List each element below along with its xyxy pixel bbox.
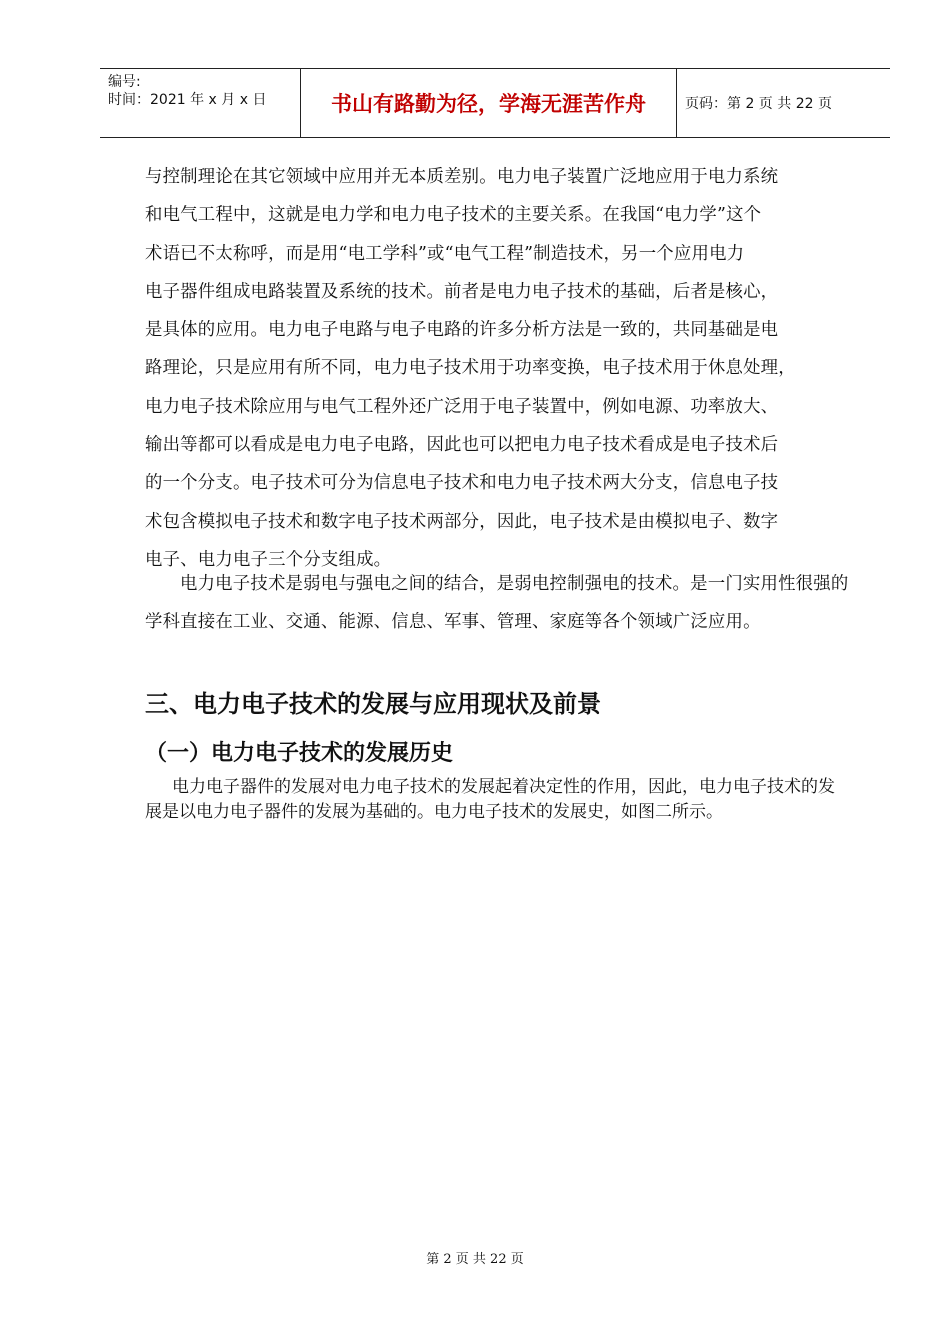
paragraph-line: 和电气工程中，这就是电力学和电力电子技术的主要关系。在我国“电力学”这个 [145,205,762,226]
paragraph-line: 路理论，只是应用有所不同，电力电子技术用于功率变换，电子技术用于休息处理， [145,358,796,379]
page-header [100,68,890,138]
page-footer: 第 2 页 共 22 页 [426,1252,524,1267]
paragraph-line: 电力电子技术除应用与电气工程外还广泛用于电子装置中，例如电源、功率放大、 [145,396,779,417]
paragraph-line: 电子器件组成电路装置及系统的技术。前者是电力电子技术的基础，后者是核心， [145,281,779,302]
subsection-heading: （一）电力电子技术的发展历史 [145,741,454,766]
paragraph-line: 术包含模拟电子技术和数字电子技术两部分，因此，电子技术是由模拟电子、数字 [145,511,779,532]
paragraph-line: 是具体的应用。电力电子电路与电子电路的许多分析方法是一致的，共同基础是电 [145,320,779,341]
paragraph-line: 术语已不太称呼，而是用“电工学科”或“电气工程”制造技术，另一个应用电力 [145,243,745,264]
page-info: 页码：第 2 页 共 22 页 [685,96,832,112]
paragraph-line: 的一个分支。电子技术可分为信息电子技术和电力电子技术两大分支，信息电子技 [145,473,779,494]
header-motto-cell [301,69,677,137]
paragraph-line: 电子、电力电子三个分支组成。 [145,549,392,570]
time-label: 时间：2021 年 x 月 x 日 [108,92,267,108]
header-meta [100,69,301,137]
paragraph-3: 电力电子器件的发展对电力电子技术的发展起着决定性的作用，因此，电力电子技术的发展是以电力电子器件的发展为基础的。电力电子技术的发展史，如图二所示。 [145,777,835,822]
paragraph-2: 电力电子技术是弱电与强电之间的结合，是弱电控制强电的技术。是一门实用性很强的学科直接在工业、交通、能源、信息、军事、管理、家庭等各个领域广泛应用。 [145,574,849,633]
header-page-info [677,69,890,137]
section-heading: 三、电力电子技术的发展与应用现状及前景 [145,690,601,718]
paragraph-line: 与控制理论在其它领域中应用并无本质差别。电力电子装置广泛地应用于电力系统 [145,167,779,187]
paragraph-line: 输出等都可以看成是电力电子电路，因此也可以把电力电子技术看成是电子技术后 [145,435,779,456]
paragraph-1 [145,158,850,579]
number-label: 编号: [108,74,141,90]
motto: 书山有路勤为径，学海无涯苦作舟 [331,92,646,116]
